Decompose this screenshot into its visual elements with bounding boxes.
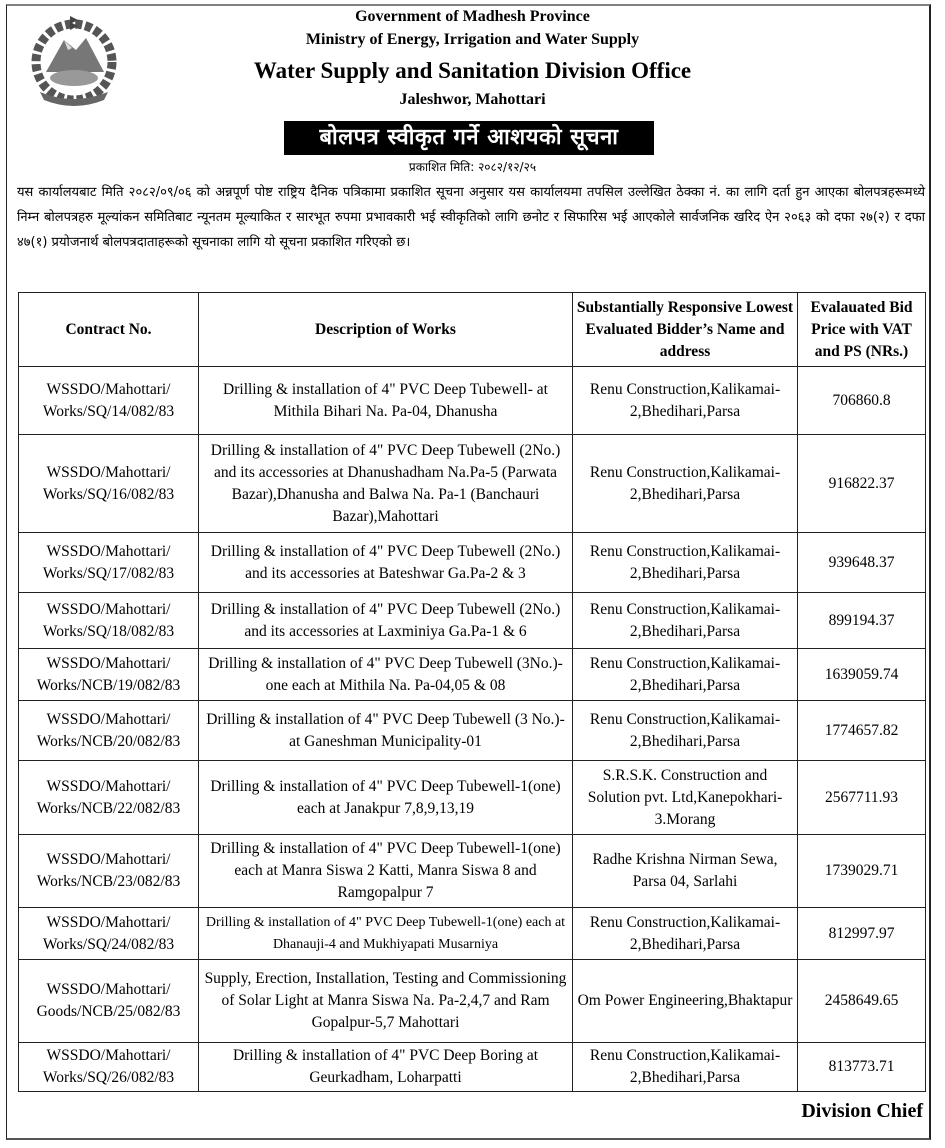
bid-price: 899194.37	[798, 593, 926, 649]
bidder-name: Radhe Krishna Nirman Sewa, Parsa 04, Sarlahi	[573, 835, 798, 908]
table-row	[19, 533, 926, 593]
work-description: Drilling & installation of 4" PVC Deep Tubewell (3No.)-one each at Mithila Na. Pa-04,05 & 08	[199, 649, 573, 701]
bid-price: 2458649.65	[798, 960, 926, 1043]
contract-no: WSSDO/Mahottari/ Works/NCB/22/082/83	[19, 761, 199, 835]
bidder-name: Om Power Engineering,Bhaktapur	[573, 960, 798, 1043]
government-title: Government of Madhesh Province	[355, 8, 590, 25]
table-row	[19, 367, 926, 435]
contract-no: WSSDO/Mahottari/ Works/NCB/23/082/83	[19, 835, 199, 908]
work-description: Drilling & installation of 4" PVC Deep Boring at Geurkadham, Loharpatti	[199, 1043, 573, 1092]
work-description: Supply, Erection, Installation, Testing and Commissioning of Solar Light at Manra Siswa Na. Pa-2,4,7 and Ram Gopalpur-5,7 Mahottari	[199, 960, 573, 1043]
work-description: Drilling & installation of 4" PVC Deep Tubewell-1(one) each at Dhanauji-4 and Mukhiyapati Musarniya	[199, 908, 573, 960]
bidder-name: Renu Construction,Kalikamai-2,Bhedihari,Parsa	[573, 533, 798, 593]
bid-price: 706860.8	[798, 367, 926, 435]
table-row	[19, 593, 926, 649]
bid-price: 2567711.93	[798, 761, 926, 835]
contract-no: WSSDO/Mahottari/ Works/SQ/17/082/83	[19, 533, 199, 593]
contract-no: WSSDO/Mahottari/ Works/SQ/14/082/83	[19, 367, 199, 435]
bid-award-table	[18, 292, 926, 1092]
bidder-name: Renu Construction,Kalikamai-2,Bhedihari,Parsa	[573, 1043, 798, 1092]
table-row	[19, 435, 926, 533]
table-header-row	[19, 293, 926, 367]
bidder-name: S.R.S.K. Construction and Solution pvt. Ltd,Kanepokhari-3.Morang	[573, 761, 798, 835]
bidder-name: Renu Construction,Kalikamai-2,Bhedihari,Parsa	[573, 593, 798, 649]
notice-body: यस कार्यालयबाट मिति २०८२/०९/०६ को अन्नपूर्ण पोष्ट राष्ट्रिय दैनिक पत्रिकामा प्रकाशित सूचना अनुसार यस कार्यालयमा तपसिल उल्लेखित ठेक्का नं. का लागि दर्ता हुन आएका बोलपत्रहरूमध्ये निम्न बोलपत्रहरु मूल्यांकन समितिबाट न्यूनतम मूल्याकित र सारभूत रुपमा प्रभावकारी भई स्वीकृतिको लागि छनोट र सिफारिस भई आएकोले सार्वजनिक खरिद ऐन २०६३ को दफा २७(२) र दफा ४७(१) प्रयोजनार्थ बोलपत्रदाताहरूको सूचनाका लागि यो सूचना प्रकाशित गरिएको छ।	[17, 185, 925, 250]
table-row	[19, 701, 926, 761]
contract-no: WSSDO/Mahottari/ Works/SQ/16/082/83	[19, 435, 199, 533]
bid-price: 812997.97	[798, 908, 926, 960]
notice-title-banner: बोलपत्र स्वीकृत गर्ने आशयको सूचना	[284, 121, 654, 155]
bid-price: 813773.71	[798, 1043, 926, 1092]
office-title: Water Supply and Sanitation Division Office	[253, 58, 692, 83]
work-description: Drilling & installation of 4" PVC Deep Tubewell (3 No.)- at Ganeshman Municipality-01	[199, 701, 573, 761]
column-header-description: Description of Works	[199, 293, 573, 367]
contract-no: WSSDO/Mahottari/ Goods/NCB/25/082/83	[19, 960, 199, 1043]
table-row	[19, 908, 926, 960]
contract-no: WSSDO/Mahottari/ Works/SQ/18/082/83	[19, 593, 199, 649]
bid-price: 1774657.82	[798, 701, 926, 761]
bidder-name: Renu Construction,Kalikamai-2,Bhedihari,Parsa	[573, 908, 798, 960]
published-date: प्रकाशित मिति: २०८२/१२/२५	[408, 160, 537, 174]
work-description: Drilling & installation of 4" PVC Deep Tubewell (2No.) and its accessories at Laxminiya Ga.Pa-1 & 6	[199, 593, 573, 649]
work-description: Drilling & installation of 4" PVC Deep Tubewell (2No.) and its accessories at Bateshwar Ga.Pa-2 & 3	[199, 533, 573, 593]
bidder-name: Renu Construction,Kalikamai-2,Bhedihari,Parsa	[573, 649, 798, 701]
bid-price: 939648.37	[798, 533, 926, 593]
table-row	[19, 1043, 926, 1092]
table-row	[19, 761, 926, 835]
table-row	[19, 649, 926, 701]
column-header-price: Evalauated Bid Price with VAT and PS (NRs.)	[798, 293, 926, 367]
ministry-title: Ministry of Energy, Irrigation and Water Supply	[305, 31, 640, 48]
work-description: Drilling & installation of 4" PVC Deep Tubewell (2No.) and its accessories at Dhanushadham Na.Pa-5 (Parwata Bazar),Dhanusha and Balwa Na. Pa-1 (Banchauri Bazar),Mahottari	[199, 435, 573, 533]
column-header-contract-no: Contract No.	[19, 293, 199, 367]
bidder-name: Renu Construction,Kalikamai-2,Bhedihari,Parsa	[573, 367, 798, 435]
work-description: Drilling & installation of 4" PVC Deep Tubewell-1(one) each at Janakpur 7,8,9,13,19	[199, 761, 573, 835]
contract-no: WSSDO/Mahottari/ Works/SQ/26/082/83	[19, 1043, 199, 1092]
work-description: Drilling & installation of 4" PVC Deep Tubewell- at Mithila Bihari Na. Pa-04, Dhanusha	[199, 367, 573, 435]
bid-price: 1739029.71	[798, 835, 926, 908]
signature-title: Division Chief	[801, 1100, 923, 1122]
contract-no: WSSDO/Mahottari/ Works/NCB/20/082/83	[19, 701, 199, 761]
bid-price: 916822.37	[798, 435, 926, 533]
bidder-name: Renu Construction,Kalikamai-2,Bhedihari,Parsa	[573, 435, 798, 533]
contract-no: WSSDO/Mahottari/ Works/NCB/19/082/83	[19, 649, 199, 701]
work-description: Drilling & installation of 4" PVC Deep Tubewell-1(one) each at Manra Siswa 2 Katti, Manra Siswa 8 and Ramgopalpur 7	[199, 835, 573, 908]
bid-price: 1639059.74	[798, 649, 926, 701]
contract-no: WSSDO/Mahottari/ Works/SQ/24/082/83	[19, 908, 199, 960]
table-row	[19, 960, 926, 1043]
office-location: Jaleshwor, Mahottari	[399, 91, 546, 108]
column-header-bidder: Substantially Responsive Lowest Evaluated Bidder’s Name and address	[573, 293, 798, 367]
table-row	[19, 835, 926, 908]
bidder-name: Renu Construction,Kalikamai-2,Bhedihari,Parsa	[573, 701, 798, 761]
